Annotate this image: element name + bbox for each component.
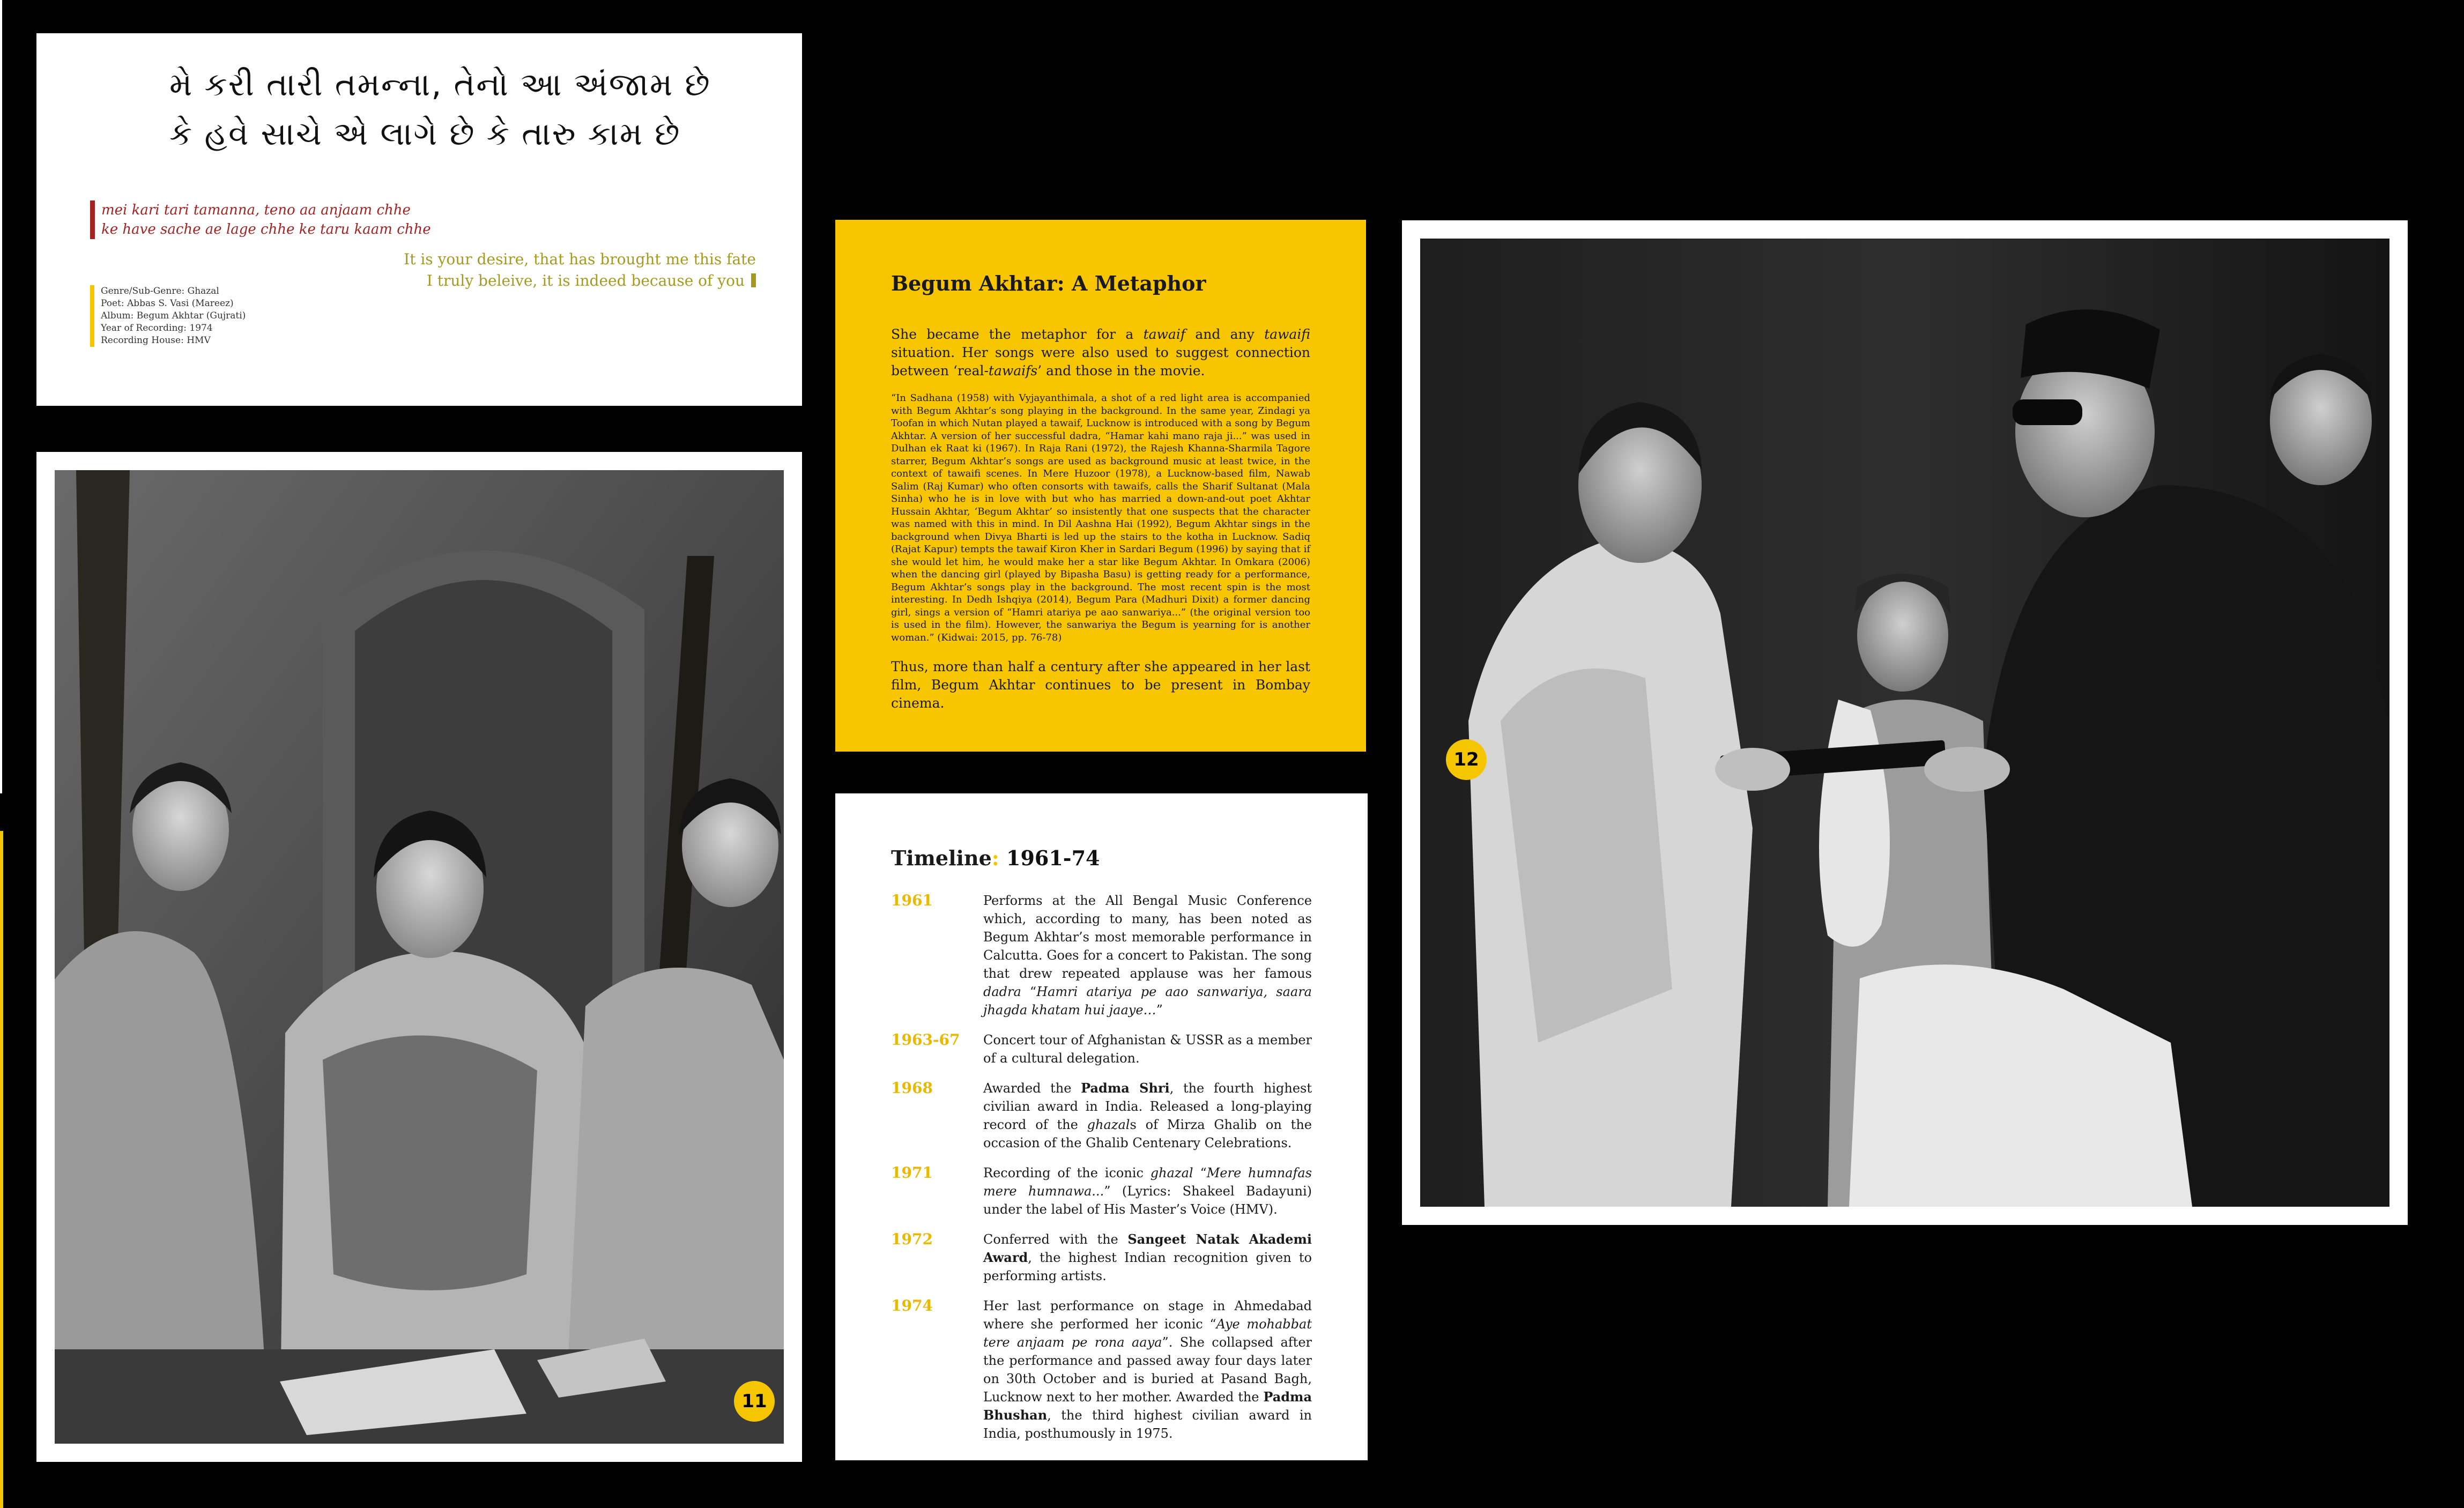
timeline-year: 1971 — [891, 1164, 933, 1182]
timeline-desc — [983, 1230, 1312, 1285]
photo-award-ceremony — [1420, 239, 2389, 1207]
translit-line-2: ke have sache ae lage chhe ke taru kaam chhe — [101, 221, 431, 237]
desc-italic: ghazal — [1150, 1165, 1193, 1180]
desc-text: ”. She collapsed after the performance and passed away four days later on 30th October and is buried at Pasand Bagh, Lucknow next to her mother. Awarded the — [983, 1335, 1312, 1405]
timeline-entry-1968 — [891, 1079, 1312, 1152]
timeline-desc — [983, 1079, 1312, 1152]
desc-text: Her last performance on stage in Ahmedabad where she performed her iconic “ — [983, 1298, 1312, 1332]
translation-line-2 — [404, 270, 756, 292]
desc-text: “ — [1021, 984, 1037, 999]
desc-text: ” — [1156, 1002, 1163, 1017]
timeline-title-text: Timeline — [891, 846, 992, 870]
meta-album: Album: Begum Akhtar (Gujrati) — [101, 310, 246, 321]
lyrics-card — [36, 33, 802, 406]
translation-line-1: It is your desire, that has brought me this fate — [404, 250, 756, 268]
photo-award-ceremony-image — [1420, 239, 2389, 1207]
timeline-range: 1961-74 — [999, 846, 1100, 870]
timeline-year: 1972 — [891, 1230, 933, 1248]
desc-text: , the fourth highest civilian award in India. Released a long-playing record of the — [983, 1081, 1312, 1132]
gujarati-line-2: કે હવે સાચે એ લાગે છે કે તારુ કામ છે — [169, 115, 681, 153]
desc-text: Performs at the All Bengal Music Conference which, according to many, has been noted as Begum Akhtar’s most memorable performance in Calcutta. Goes for a concert to Pakistan. The song that drew repeated applause was her famous — [983, 893, 1312, 981]
timeline-year: 1963-67 — [891, 1031, 960, 1049]
left-edge-yellow-strip — [0, 831, 3, 1508]
translation — [404, 249, 756, 292]
desc-italic: Aye mohabbat tere anjaam pe rona aaya — [983, 1317, 1312, 1350]
lead-tawaifs: tawaifs — [988, 363, 1038, 378]
lead-part-c: situation. Her songs were also used to suggest connection between ‘real- — [891, 345, 1310, 378]
timeline-entry-1963-67 — [891, 1031, 1312, 1067]
timeline-desc: Concert tour of Afghanistan & USSR as a member of a cultural delegation. — [983, 1032, 1312, 1066]
photo-card-left — [36, 452, 802, 1462]
translation-bar — [751, 273, 756, 287]
desc-text: Recording of the iconic — [983, 1165, 1151, 1180]
lead-part-a: She became the metaphor for a — [891, 326, 1144, 342]
metaphor-title: Begum Akhtar: A Metaphor — [891, 271, 1206, 295]
desc-text: ” (Lyrics: Shakeel Badayuni) under the label of His Master’s Voice (HMV). — [983, 1184, 1312, 1217]
desc-text: , the highest Indian recognition given to performing artists. — [983, 1250, 1312, 1283]
metaphor-quote: “In Sadhana (1958) with Vyjayanthimala, a shot of a red light area is accompanied with Begum Akhtar’s song playing in the background. In the same year, Zindagi ya Toofan in which Nutan played a tawaif, Lucknow is introduced with a song by Begum Akhtar. A version of her successful dadra, “Hamar kahi mano raja ji...” was used in Dulhan ek Raat ki (1967). In Raja Rani (1972), the Rajesh Khanna-Sharmila Tagore starrer, Begum Akhtar’s songs are used as background music at least twice, in the context of tawaifi scenes. In Mere Huzoor (1978), a Lucknow-based film, Nawab Salim (Raj Kumar) who often consorts with tawaifs, calls the Sharif Sultanat (Mala Sinha) who he is in love with but who has married a down-and-out poet Akhtar Hussain Akhtar, ‘Begum Akhtar’ so insistently that one suspects that the character was named with this in mind. In Dil Aashna Hai (1992), Begum Akhtar sings in the background when Divya Bharti is led up the stairs to the kotha in Lucknow. Sadiq (Rajat Kapur) tempts the tawaif Kiron Kher in Sardari Begum (1996) by saying that if she would let him, he would make her a star like Begum Akhtar. In Omkara (2006) when the dancing girl (played by Bipasha Basu) is getting ready for a performance, Begum Akhtar’s songs play in the background. The most recent spin is the most interesting. In Dedh Ishqiya (2014), Begum Para (Madhuri Dixit) a former dancing girl, sings a version of “Hamri atariya pe aao sanwariya...” (the original version too is used in the film). However, the sanwariya the Begum is yearning for is another woman.” (Kidwai: 2015, pp. 76-78) — [891, 392, 1310, 643]
desc-italic: ghazal — [1087, 1117, 1130, 1132]
translit-line-1: mei kari tari tamanna, teno aa anjaam chhe — [101, 202, 411, 218]
timeline-entry-1971 — [891, 1164, 1312, 1219]
photo-card-right — [1402, 220, 2408, 1225]
timeline-entry-1974 — [891, 1297, 1312, 1443]
transliteration — [90, 200, 431, 239]
page-number-badge-11: 11 — [734, 1381, 775, 1422]
metaphor-lead — [891, 325, 1310, 380]
meta-poet: Poet: Abbas S. Vasi (Mareez) — [101, 298, 234, 309]
desc-bold: Padma Bhushan — [983, 1389, 1312, 1423]
photo-musicians — [55, 470, 784, 1444]
desc-text: “ — [1193, 1165, 1207, 1180]
metaphor-panel — [835, 220, 1366, 752]
timeline-desc — [983, 1164, 1312, 1219]
desc-italic: Hamri atariya pe aao sanwariya, saara jhagda khatam hui jaaye… — [983, 984, 1312, 1017]
left-edge-strip — [0, 0, 2, 793]
desc-bold: Sangeet Natak Akademi Award — [983, 1231, 1312, 1265]
song-metadata — [90, 285, 246, 347]
desc-text: Awarded the — [983, 1081, 1081, 1096]
timeline-desc — [983, 1297, 1312, 1443]
lead-tawaifi: tawaifi — [1264, 326, 1310, 342]
desc-italic: dadra — [983, 984, 1021, 999]
meta-genre: Genre/Sub-Genre: Ghazal — [101, 286, 219, 296]
timeline-colon: : — [991, 846, 999, 870]
timeline-panel — [835, 793, 1368, 1460]
metaphor-closing: Thus, more than half a century after she appeared in her last film, Begum Akhtar continues to be present in Bombay cinema. — [891, 659, 1310, 711]
timeline-title — [891, 846, 1312, 870]
desc-text: , the third highest civilian award in India, posthumously in 1975. — [983, 1408, 1312, 1441]
desc-text: Conferred with the — [983, 1232, 1128, 1247]
desc-text: s of Mirza Ghalib on the occasion of the Ghalib Centenary Celebrations. — [983, 1117, 1312, 1150]
translation-line-2-text: I truly beleive, it is indeed because of you — [426, 272, 745, 289]
timeline-entry-1972 — [891, 1230, 1312, 1285]
timeline-year: 1974 — [891, 1297, 933, 1314]
timeline-year: 1961 — [891, 892, 933, 909]
photo-musicians-image — [55, 470, 784, 1444]
lead-part-b: and any — [1185, 326, 1265, 342]
desc-bold: Padma Shri — [1081, 1080, 1170, 1096]
timeline-entry-1961 — [891, 892, 1312, 1019]
timeline-desc — [983, 892, 1312, 1019]
meta-recording-house: Recording House: HMV — [101, 335, 211, 346]
timeline-year: 1968 — [891, 1079, 933, 1097]
desc-italic: Mere humnafas mere humnawa... — [983, 1165, 1312, 1199]
gujarati-line-1: મે કરી તારી તમન્ના, તેનો આ અંજામ છે — [169, 66, 711, 103]
gujarati-lyrics — [169, 60, 711, 159]
lead-tawaif: tawaif — [1143, 326, 1186, 342]
meta-year: Year of Recording: 1974 — [101, 323, 213, 333]
lead-part-d: ’ and those in the movie. — [1037, 363, 1205, 378]
page-number-badge-12: 12 — [1446, 739, 1487, 780]
